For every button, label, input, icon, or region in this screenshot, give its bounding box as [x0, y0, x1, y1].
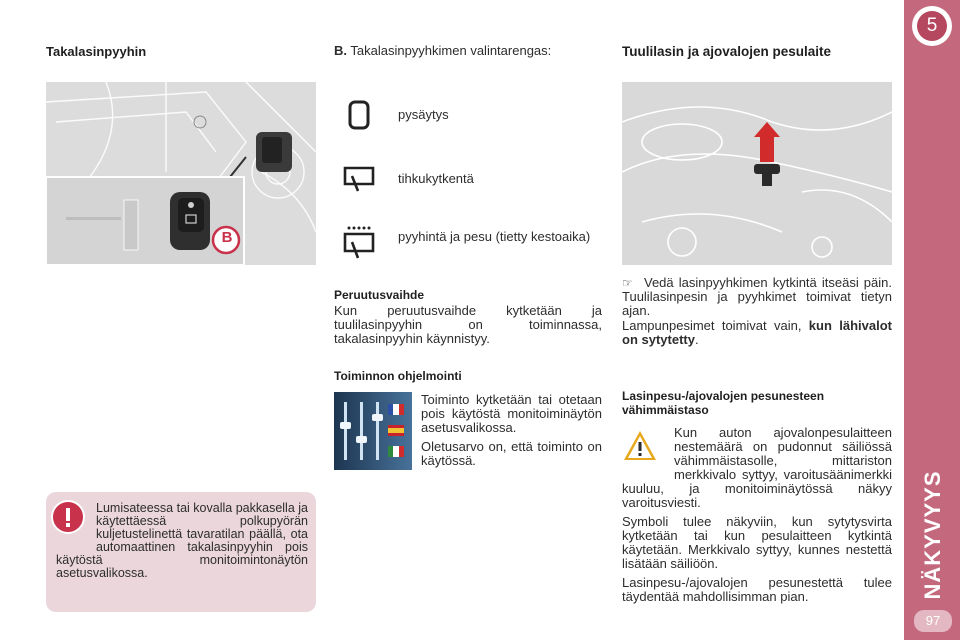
b-callout-label: B: [221, 229, 233, 246]
reverse-gear-heading: Peruutusvaihde: [334, 288, 425, 302]
multifunction-display-thumbnail: [334, 392, 412, 470]
warning-text: Lumisateessa tai kovalla pakkasella ja käytettäessä polkupyörän kuljetustelinettä tavaratilan päällä, ota automaattinen takalasinpyyhin pois käytöstä monitoimintonäytön asetusvalikossa.: [56, 501, 308, 580]
bullet-icon: ☞: [622, 276, 633, 290]
reverse-gear-text: Kun peruutusvaihde kytketään ja tuulilasinpyyhin on toiminnassa, takalasinpyyhin käynnistyy.: [334, 303, 602, 346]
selector-ring-intro: B. Takalasinpyyhkimen valintarengas:: [334, 43, 552, 58]
wiper-off-icon: [334, 92, 384, 138]
wiper-wash-icon: [334, 220, 384, 266]
headlamp-washer-note: Lampunpesimet toimivat vain, kun lähivalot on sytytetty.: [622, 318, 892, 347]
wiper-intermittent-icon: [334, 156, 384, 202]
rear-wiper-heading: Takalasinpyyhin: [46, 44, 147, 59]
section-title: NÄKYVYYS: [920, 470, 945, 600]
rear-wiper-illustration: [46, 82, 316, 265]
page-number: 97: [914, 610, 952, 632]
washer-heading: Tuulilasin ja ajovalojen pesulaite: [622, 44, 832, 59]
programming-heading: Toiminnon ohjelmointi: [334, 369, 462, 383]
wiper-off-label: pysäytys: [398, 107, 449, 122]
chapter-number: 5: [917, 11, 947, 41]
wiper-intermittent-label: tihkukytkentä: [398, 171, 474, 186]
programming-text: Toiminto kytketään tai otetaan pois käytöstä monitoiminäytön asetusvalikossa. Oletusarvo on, että toiminto on käytössä.: [421, 392, 602, 468]
fluid-level-heading: Lasinpesu-/ajovalojen pesunesteen vähimmäistaso: [622, 389, 825, 417]
fluid-level-text: Kun auton ajovalonpesulaitteen nestemäärä on pudonnut säiliössä vähimmäistasolle, mittariston merkkivalo syttyy, varoitusäänimerkki kuuluu, ja monitoiminäytössä näkyy varoitusviesti. Symboli tulee näkyviin, kun sytytysvirta kytketään tai kun pesulaitteen kytkintä käytetään. Merkkivalo syttyy, kunnes nestettä lisätään säiliöön. Lasinpesu-/ajovalojen pesunestettä tulee täydentää mahdollisimman pian.: [622, 425, 892, 604]
wiper-wash-label: pyyhintä ja pesu (tietty kestoaika): [398, 229, 591, 244]
washer-instruction: ☞ Vedä lasinpyyhkimen kytkintä itseäsi päin. Tuulilasinpesin ja pyyhkimet toimivat tietyn ajan.: [622, 275, 892, 318]
washer-illustration: [622, 82, 892, 265]
